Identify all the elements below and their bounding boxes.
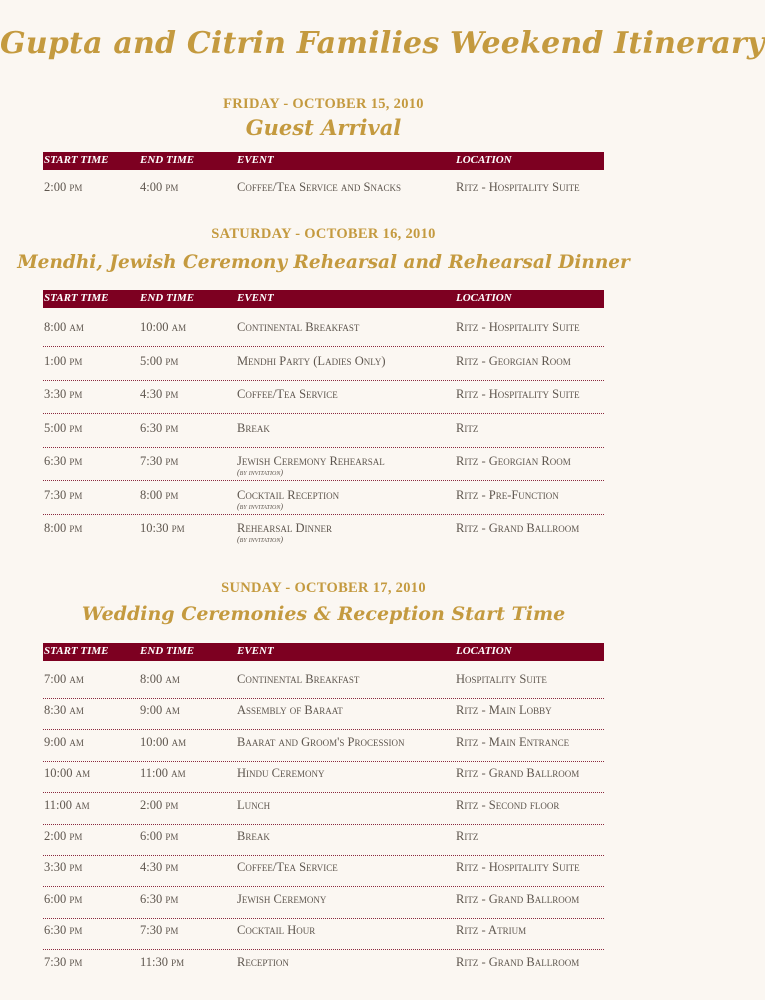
saturday-day-heading: SATURDAY - OCTOBER 16, 2010 xyxy=(211,226,436,242)
col-event: EVENT xyxy=(237,645,274,657)
event-name: Hindu Ceremony xyxy=(237,766,325,781)
location: Ritz - Hospitality Suite xyxy=(456,320,580,334)
schedule-row xyxy=(43,174,604,206)
event-note: (by invitation) xyxy=(237,501,283,511)
schedule-row xyxy=(43,886,604,919)
schedule-row xyxy=(43,949,604,981)
end-time: 10:00 am xyxy=(140,320,187,334)
event-name: Continental Breakfast xyxy=(237,672,360,686)
location: Ritz - Grand Ballroom xyxy=(456,521,580,535)
start-time: 9:00 am xyxy=(44,734,84,749)
location: Ritz - Pre-Function xyxy=(456,487,559,502)
schedule-row xyxy=(43,792,604,825)
event-name: Baarat and Groom's Procession xyxy=(237,734,405,749)
friday-day-heading: FRIDAY - OCTOBER 15, 2010 xyxy=(223,96,424,112)
schedule-row xyxy=(43,381,604,414)
col-event: EVENT xyxy=(237,154,274,166)
start-time: 8:30 am xyxy=(44,703,84,718)
schedule-row xyxy=(43,697,604,730)
end-time: 4:30 pm xyxy=(140,860,179,875)
event-name: Break xyxy=(237,829,270,843)
start-time: 6:30 pm xyxy=(44,923,83,938)
event-name: Break xyxy=(237,420,270,435)
event-name: Rehearsal Dinner xyxy=(237,521,332,535)
end-time: 5:00 pm xyxy=(140,353,179,368)
page-title: Gupta and Citrin Families Weekend Itinerary xyxy=(0,26,765,61)
location: Ritz xyxy=(456,829,479,843)
col-start-time: START TIME xyxy=(44,154,109,166)
event-name: Reception xyxy=(237,954,289,969)
end-time: 2:00 pm xyxy=(140,797,179,812)
start-time: 8:00 pm xyxy=(44,521,83,535)
event-name: Jewish Ceremony xyxy=(237,891,327,906)
schedule-row xyxy=(43,666,604,699)
col-end-time: END TIME xyxy=(140,292,195,304)
saturday-table-header xyxy=(43,290,604,308)
sunday-subtitle: Wedding Ceremonies & Reception Start Time xyxy=(81,603,566,625)
event-name: Jewish Ceremony Rehearsal xyxy=(237,454,385,468)
end-time: 4:00 pm xyxy=(140,180,179,194)
end-time: 4:30 pm xyxy=(140,387,179,401)
location: Ritz - Hospitality Suite xyxy=(456,180,580,194)
location: Ritz - Grand Ballroom xyxy=(456,954,580,969)
location: Ritz - Second floor xyxy=(456,797,560,812)
end-time: 7:30 pm xyxy=(140,923,179,938)
event-note: (by invitation) xyxy=(237,535,283,544)
event-name: Coffee/Tea Service xyxy=(237,860,338,875)
end-time: 10:30 pm xyxy=(140,521,185,535)
schedule-row xyxy=(43,482,604,515)
schedule-row xyxy=(43,760,604,793)
location: Ritz - Main Entrance xyxy=(456,734,570,749)
schedule-row xyxy=(43,415,604,448)
start-time: 1:00 pm xyxy=(44,353,83,368)
end-time: 11:00 am xyxy=(140,766,186,781)
location: Ritz - Georgian Room xyxy=(456,454,571,468)
schedule-row xyxy=(43,823,604,856)
event-name: Cocktail Hour xyxy=(237,923,316,938)
start-time: 11:00 am xyxy=(44,797,90,812)
location: Ritz - Atrium xyxy=(456,923,527,938)
start-time: 8:00 am xyxy=(44,320,84,334)
end-time: 8:00 pm xyxy=(140,487,179,502)
start-time: 10:00 am xyxy=(44,766,91,781)
event-name: Continental Breakfast xyxy=(237,320,360,334)
schedule-row xyxy=(43,348,604,381)
location: Ritz - Grand Ballroom xyxy=(456,891,580,906)
col-location: LOCATION xyxy=(456,292,512,304)
saturday-subtitle: Mendhi, Jewish Ceremony Rehearsal and Rehearsal Dinner xyxy=(17,252,630,273)
schedule-row xyxy=(43,917,604,950)
event-note: (by invitation) xyxy=(237,468,283,477)
end-time: 8:00 am xyxy=(140,672,180,686)
end-time: 7:30 pm xyxy=(140,454,179,468)
start-time: 3:30 pm xyxy=(44,387,83,401)
start-time: 5:00 pm xyxy=(44,420,83,435)
col-event: EVENT xyxy=(237,292,274,304)
friday-subtitle: Guest Arrival xyxy=(245,115,402,140)
start-time: 7:30 pm xyxy=(44,954,83,969)
location: Ritz xyxy=(456,420,479,435)
location: Ritz - Georgian Room xyxy=(456,353,571,368)
location: Ritz - Grand Ballroom xyxy=(456,766,580,781)
start-time: 2:00 pm xyxy=(44,180,83,194)
event-name: Mendhi Party (Ladies Only) xyxy=(237,353,386,368)
event-name: Lunch xyxy=(237,797,271,812)
schedule-row xyxy=(43,854,604,887)
schedule-row xyxy=(43,729,604,762)
event-name: Assembly of Baraat xyxy=(237,703,343,718)
event-name: Coffee/Tea Service xyxy=(237,387,338,401)
start-time: 6:00 pm xyxy=(44,891,83,906)
event-name: Cocktail Reception xyxy=(237,487,340,502)
col-location: LOCATION xyxy=(456,645,512,657)
start-time: 3:30 pm xyxy=(44,860,83,875)
location: Ritz - Main Lobby xyxy=(456,703,552,718)
end-time: 10:00 am xyxy=(140,734,187,749)
schedule-row xyxy=(43,314,604,347)
end-time: 9:00 am xyxy=(140,703,180,718)
col-end-time: END TIME xyxy=(140,154,195,166)
sunday-day-heading: SUNDAY - OCTOBER 17, 2010 xyxy=(221,580,426,596)
end-time: 6:00 pm xyxy=(140,829,179,843)
event-name: Coffee/Tea Service and Snacks xyxy=(237,180,402,194)
start-time: 7:30 pm xyxy=(44,487,83,502)
col-location: LOCATION xyxy=(456,154,512,166)
col-start-time: START TIME xyxy=(44,645,109,657)
start-time: 6:30 pm xyxy=(44,454,83,468)
schedule-row xyxy=(43,448,604,481)
friday-table-header xyxy=(43,152,604,170)
col-end-time: END TIME xyxy=(140,645,195,657)
location: Ritz - Hospitality Suite xyxy=(456,860,580,875)
sunday-table-header xyxy=(43,643,604,661)
start-time: 2:00 pm xyxy=(44,829,83,843)
col-start-time: START TIME xyxy=(44,292,109,304)
end-time: 11:30 pm xyxy=(140,954,185,969)
start-time: 7:00 am xyxy=(44,672,84,686)
location: Hospitality Suite xyxy=(456,672,547,686)
schedule-row xyxy=(43,515,604,547)
end-time: 6:30 pm xyxy=(140,891,179,906)
location: Ritz - Hospitality Suite xyxy=(456,387,580,401)
end-time: 6:30 pm xyxy=(140,420,179,435)
